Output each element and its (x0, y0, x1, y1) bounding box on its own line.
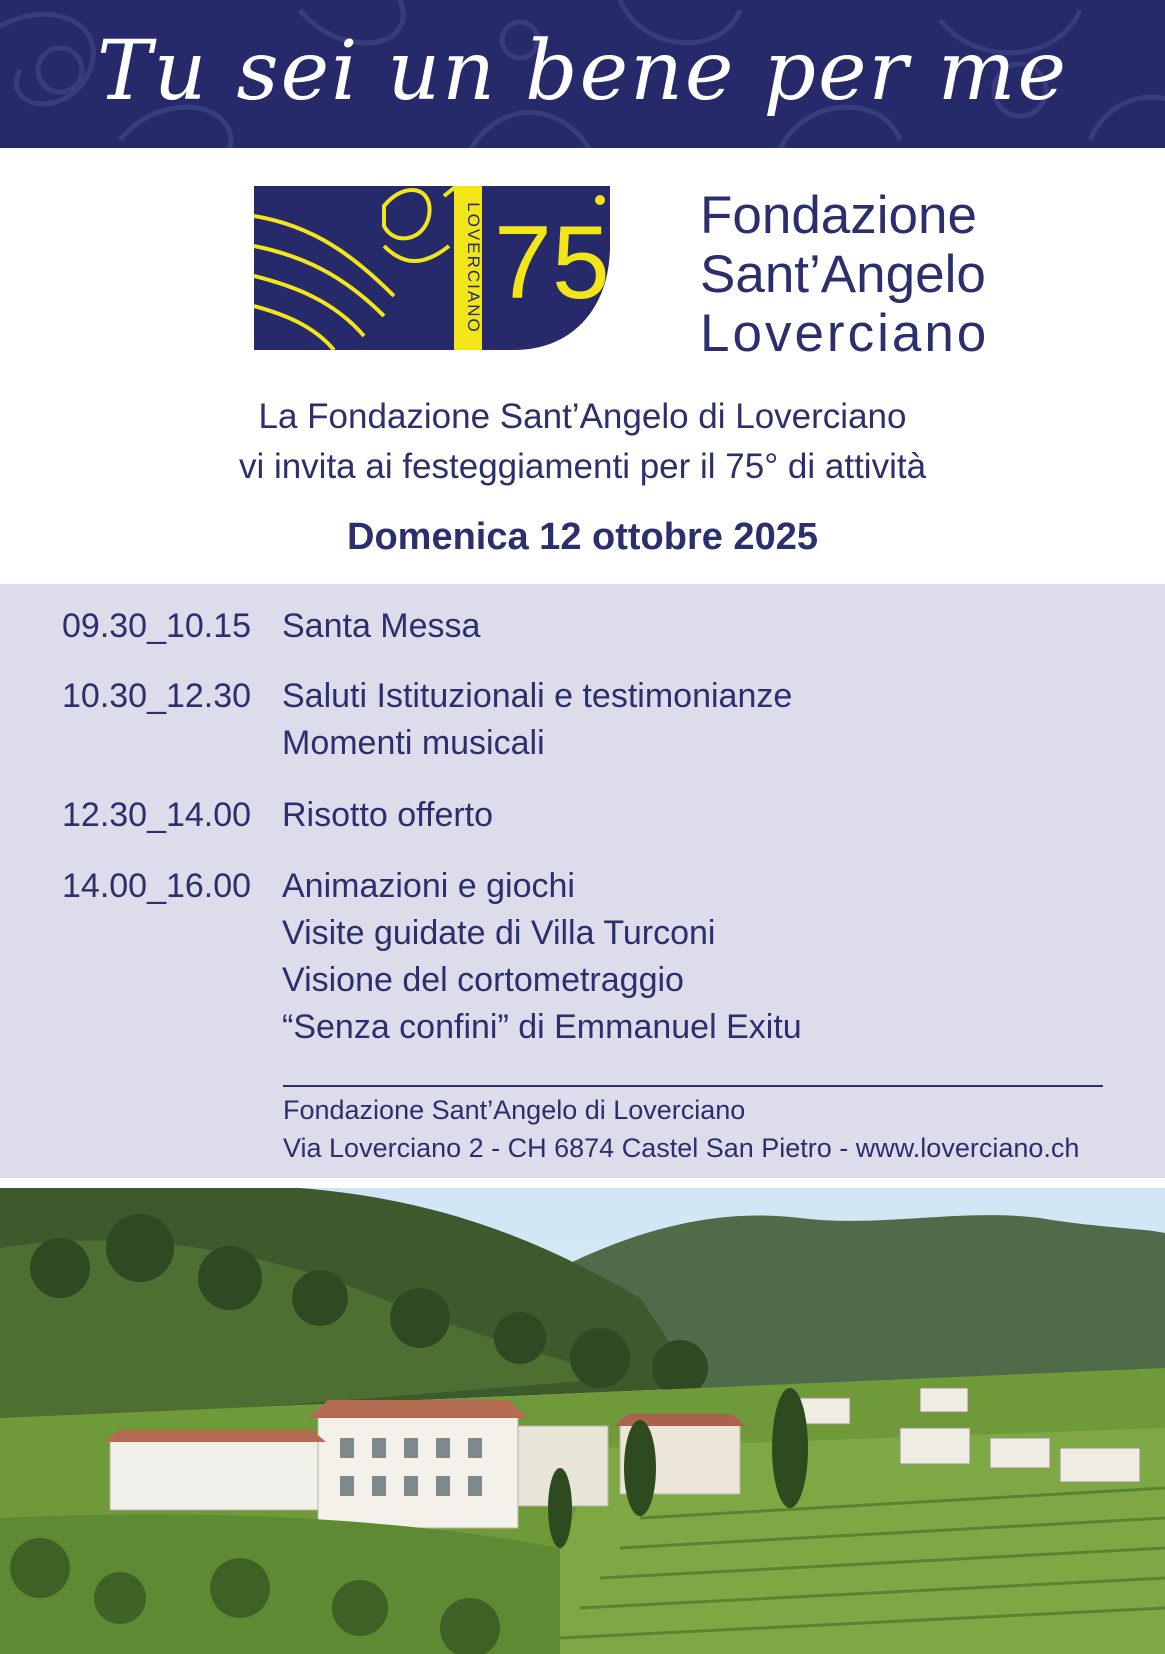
footer-line2: Via Loverciano 2 - CH 6874 Castel San Pietro - www.loverciano.ch (283, 1133, 1080, 1163)
program-time: 14.00_16.00 (62, 867, 252, 905)
invitation-text (0, 392, 1165, 492)
program-time: 09.30_10.15 (62, 607, 252, 645)
badge-number: 75 (494, 205, 610, 321)
program-section (0, 584, 1165, 1178)
villa-landscape-photo (0, 1188, 1165, 1654)
program-activities (282, 673, 792, 767)
invitation-line2: vi invita ai festeggiamenti per il 75° di attività (238, 447, 927, 486)
foundation-name-line2: Sant’Angelo (700, 245, 986, 304)
header-banner (0, 0, 1165, 148)
program-activities (282, 792, 493, 839)
invitation-line1: La Fondazione Sant’Angelo di Loverciano (258, 397, 907, 436)
foundation-name-line3: Loverciano (700, 304, 990, 363)
footer-address (283, 1091, 1079, 1167)
program-activity: Animazioni e giochi (282, 867, 575, 905)
landscape-illustration (0, 1188, 1165, 1654)
program-activities (282, 603, 480, 650)
badge-vertical-text: LOVERCIANO (464, 202, 483, 334)
program-activity: Visite guidate di Villa Turconi (282, 914, 716, 952)
program-activity: Saluti Istituzionali e testimonianze (282, 677, 793, 715)
foundation-logo (254, 186, 990, 363)
foundation-name (700, 186, 989, 363)
banner-title: Tu sei un bene per me (96, 23, 1069, 119)
program-time: 12.30_14.00 (62, 796, 252, 834)
program-activities (282, 863, 802, 1051)
program-activity: Risotto offerto (282, 796, 494, 834)
program-activity: Momenti musicali (282, 724, 545, 762)
program-time: 10.30_12.30 (62, 677, 252, 715)
anniversary-badge (254, 186, 610, 350)
event-date: Domenica 12 ottobre 2025 (347, 516, 818, 558)
program-activity: “Senza confini” di Emmanuel Exitu (282, 1008, 802, 1046)
footer-divider (283, 1085, 1103, 1087)
foundation-name-line1: Fondazione (700, 186, 977, 245)
footer-line1: Fondazione Sant’Angelo di Loverciano (283, 1095, 746, 1125)
program-activity: Visione del cortometraggio (282, 961, 684, 999)
program-activity: Santa Messa (282, 607, 481, 645)
